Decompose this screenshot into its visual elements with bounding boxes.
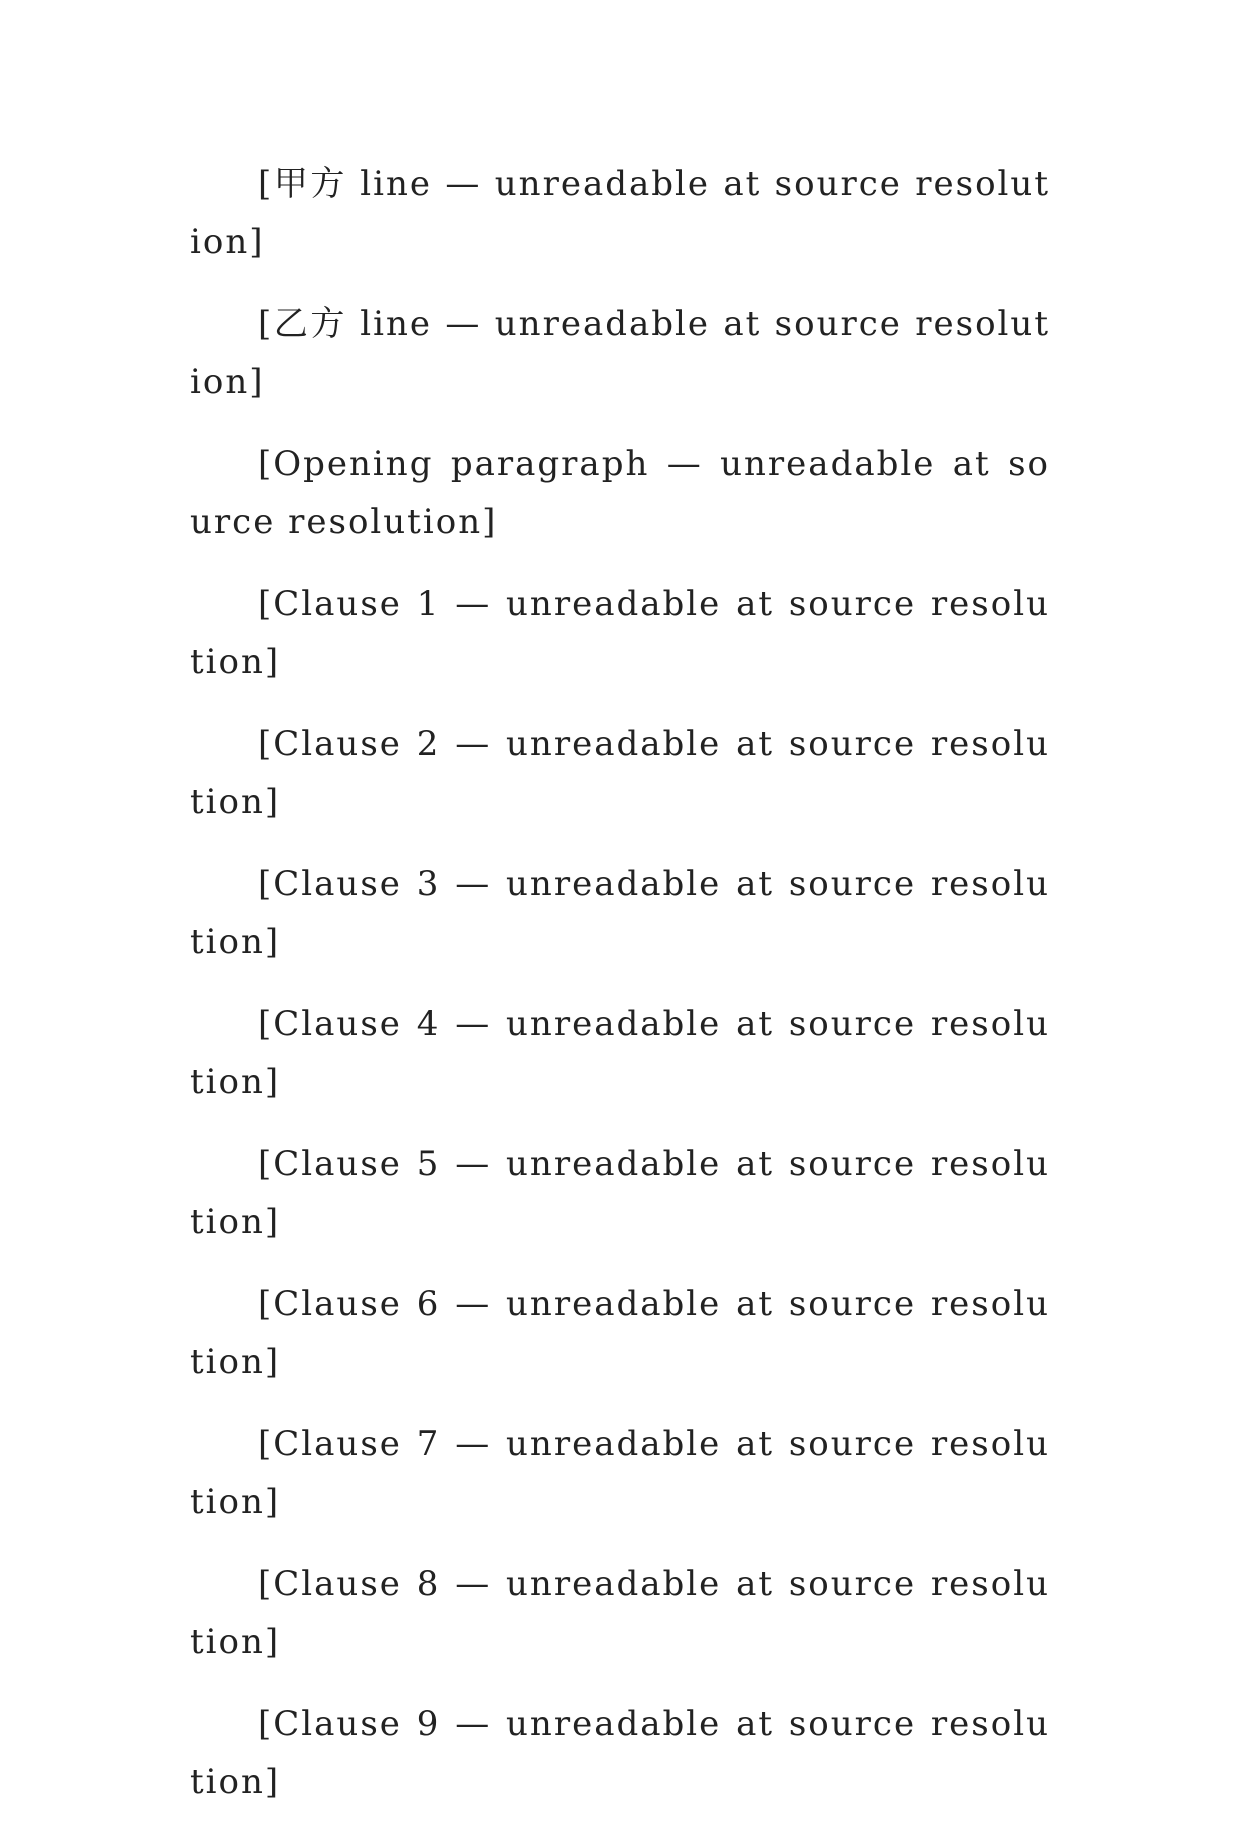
clause-7: [Clause 7 — unreadable at source resolution] — [190, 1424, 1050, 1522]
document-page — [190, 155, 1050, 1835]
clause-9: [Clause 9 — unreadable at source resolution] — [190, 1704, 1050, 1802]
clause-4: [Clause 4 — unreadable at source resolution] — [190, 1004, 1050, 1102]
clause-1: [Clause 1 — unreadable at source resolution] — [190, 584, 1050, 682]
clause-5: [Clause 5 — unreadable at source resolution] — [190, 1144, 1050, 1242]
clause-2: [Clause 2 — unreadable at source resolution] — [190, 724, 1050, 822]
party-b-line: [乙方 line — unreadable at source resolution] — [190, 304, 1050, 402]
party-a-line: [甲方 line — unreadable at source resolution] — [190, 164, 1050, 262]
clause-6: [Clause 6 — unreadable at source resolution] — [190, 1284, 1050, 1382]
clause-3: [Clause 3 — unreadable at source resolution] — [190, 864, 1050, 962]
contract-preamble: [Opening paragraph — unreadable at source resolution] — [190, 444, 1050, 542]
clause-8: [Clause 8 — unreadable at source resolution] — [190, 1564, 1050, 1662]
